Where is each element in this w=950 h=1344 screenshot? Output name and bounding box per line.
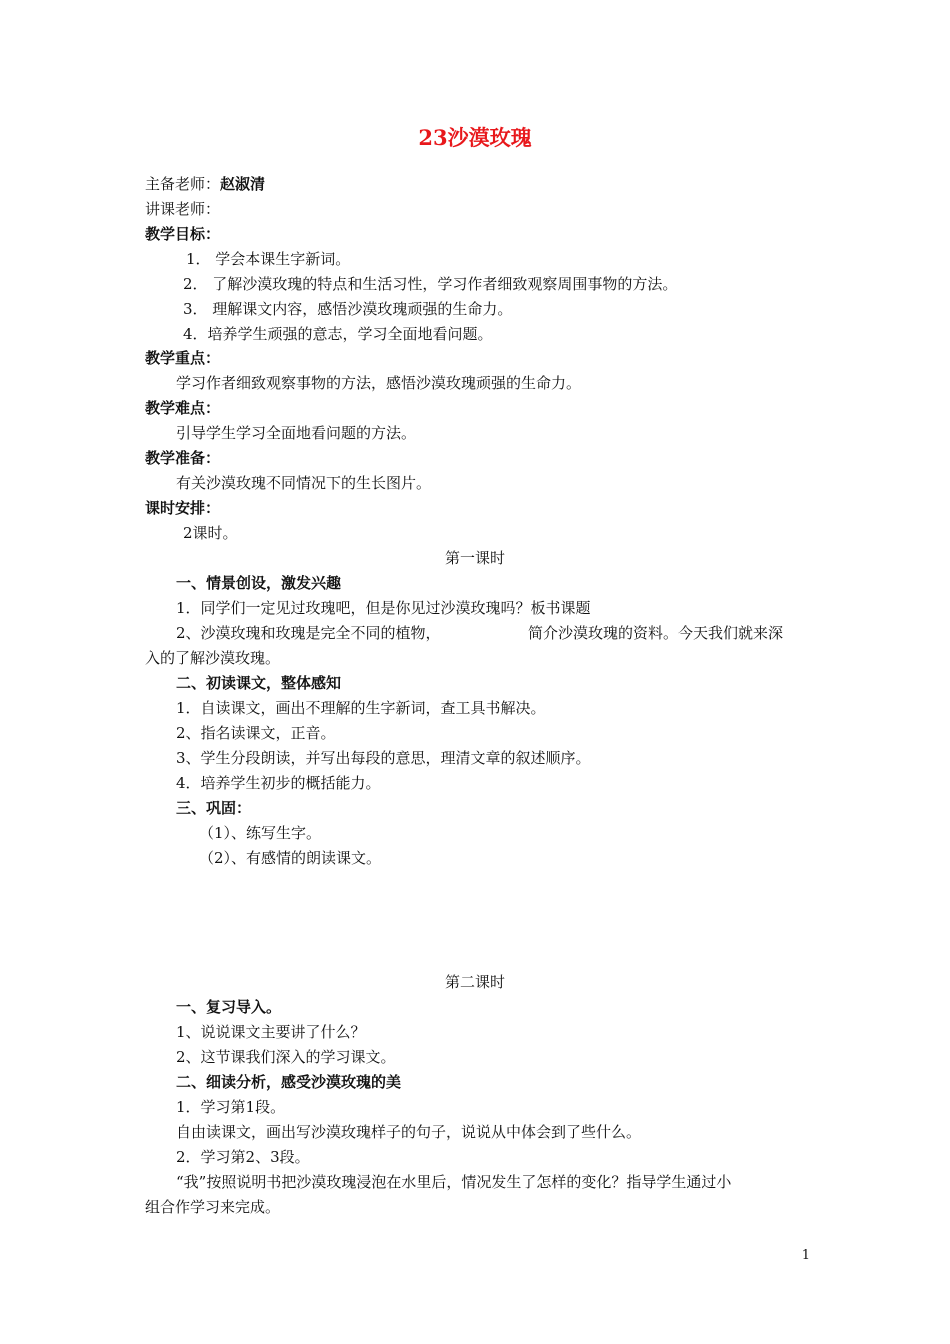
main-teacher-name: 赵淑清 xyxy=(220,175,266,193)
lesson1-heading: 第一课时 xyxy=(444,549,505,567)
main-teacher-label: 主备老师： xyxy=(145,175,221,193)
lesson2-section2-text: “我”按照说明书把沙漠玫瑰浸泡在水里后，情况发生了怎样的变化？指导学生通过小 xyxy=(176,1173,732,1191)
objective-item: 2． 了解沙漠玫瑰的特点和生活习性，学习作者细致观察周围事物的方法。 xyxy=(183,275,678,293)
lesson2-heading: 第二课时 xyxy=(444,973,505,991)
schedule-text: 2课时。 xyxy=(183,524,238,542)
objectives-heading: 教学目标： xyxy=(145,225,221,243)
lesson1-section1-item: 2、沙漠玫瑰和玫瑰是完全不同的植物， xyxy=(176,624,441,642)
lesson2-section2-text: 自由读课文，画出写沙漠玫瑰样子的句子，说说从中体会到了些什么。 xyxy=(176,1123,642,1141)
difficulties-heading: 教学难点： xyxy=(145,399,221,417)
lesson2-section1-item: 1、说说课文主要讲了什么？ xyxy=(176,1023,366,1041)
lecturer-label: 讲课老师： xyxy=(145,200,221,218)
lesson1-section1-heading: 一、情景创设，激发兴趣 xyxy=(176,574,342,592)
lesson1-section2-item: 2、指名读课文，正音。 xyxy=(176,724,336,742)
objective-item: 3． 理解课文内容，感悟沙漠玫瑰顽强的生命力。 xyxy=(183,300,513,318)
document-title: 23沙漠玫瑰 xyxy=(418,125,532,150)
lesson1-section3-heading: 三、巩固： xyxy=(176,799,252,817)
lesson2-section1-item: 2、这节课我们深入的学习课文。 xyxy=(176,1048,396,1066)
key-points-text: 学习作者细致观察事物的方法，感悟沙漠玫瑰顽强的生命力。 xyxy=(176,374,582,392)
lesson1-section2-item: 4．培养学生初步的概括能力。 xyxy=(176,774,381,792)
lesson1-section1-item-wrap: 入的了解沙漠玫瑰。 xyxy=(145,649,281,667)
lesson2-section1-heading: 一、复习导入。 xyxy=(176,998,282,1016)
lesson2-section2-item: 1．学习第1段。 xyxy=(176,1098,286,1116)
lesson1-section3-item: （2）、有感情的朗读课文。 xyxy=(199,849,382,867)
objective-item: 1． 学会本课生字新词。 xyxy=(186,250,351,268)
lesson2-section2-text-wrap: 组合作学习来完成。 xyxy=(145,1198,281,1216)
lesson2-section2-item: 2．学习第2、3段。 xyxy=(176,1148,310,1166)
preparation-text: 有关沙漠玫瑰不同情况下的生长图片。 xyxy=(176,474,432,492)
lesson1-section2-item: 1．自读课文，画出不理解的生字新词，查工具书解决。 xyxy=(176,699,546,717)
difficulties-text: 引导学生学习全面地看问题的方法。 xyxy=(176,424,417,442)
lesson1-section2-heading: 二、初读课文，整体感知 xyxy=(176,674,342,692)
lesson1-section2-item: 3、学生分段朗读，并写出每段的意思，理清文章的叙述顺序。 xyxy=(176,749,591,767)
lesson1-section1-item-cont: 简介沙漠玫瑰的资料。今天我们就来深 xyxy=(528,624,784,642)
lesson1-section3-item: （1）、练写生字。 xyxy=(199,824,322,842)
lesson1-section1-item: 1．同学们一定见过玫瑰吧，但是你见过沙漠玫瑰吗？板书课题 xyxy=(176,599,591,617)
key-points-heading: 教学重点： xyxy=(145,349,221,367)
schedule-heading: 课时安排： xyxy=(145,499,221,517)
objective-item: 4．培养学生顽强的意志，学习全面地看问题。 xyxy=(183,325,493,343)
page-number: 1 xyxy=(801,1248,810,1263)
main-teacher-line xyxy=(145,174,265,194)
lesson2-section2-heading: 二、细读分析，感受沙漠玫瑰的美 xyxy=(176,1073,402,1091)
preparation-heading: 教学准备： xyxy=(145,449,221,467)
